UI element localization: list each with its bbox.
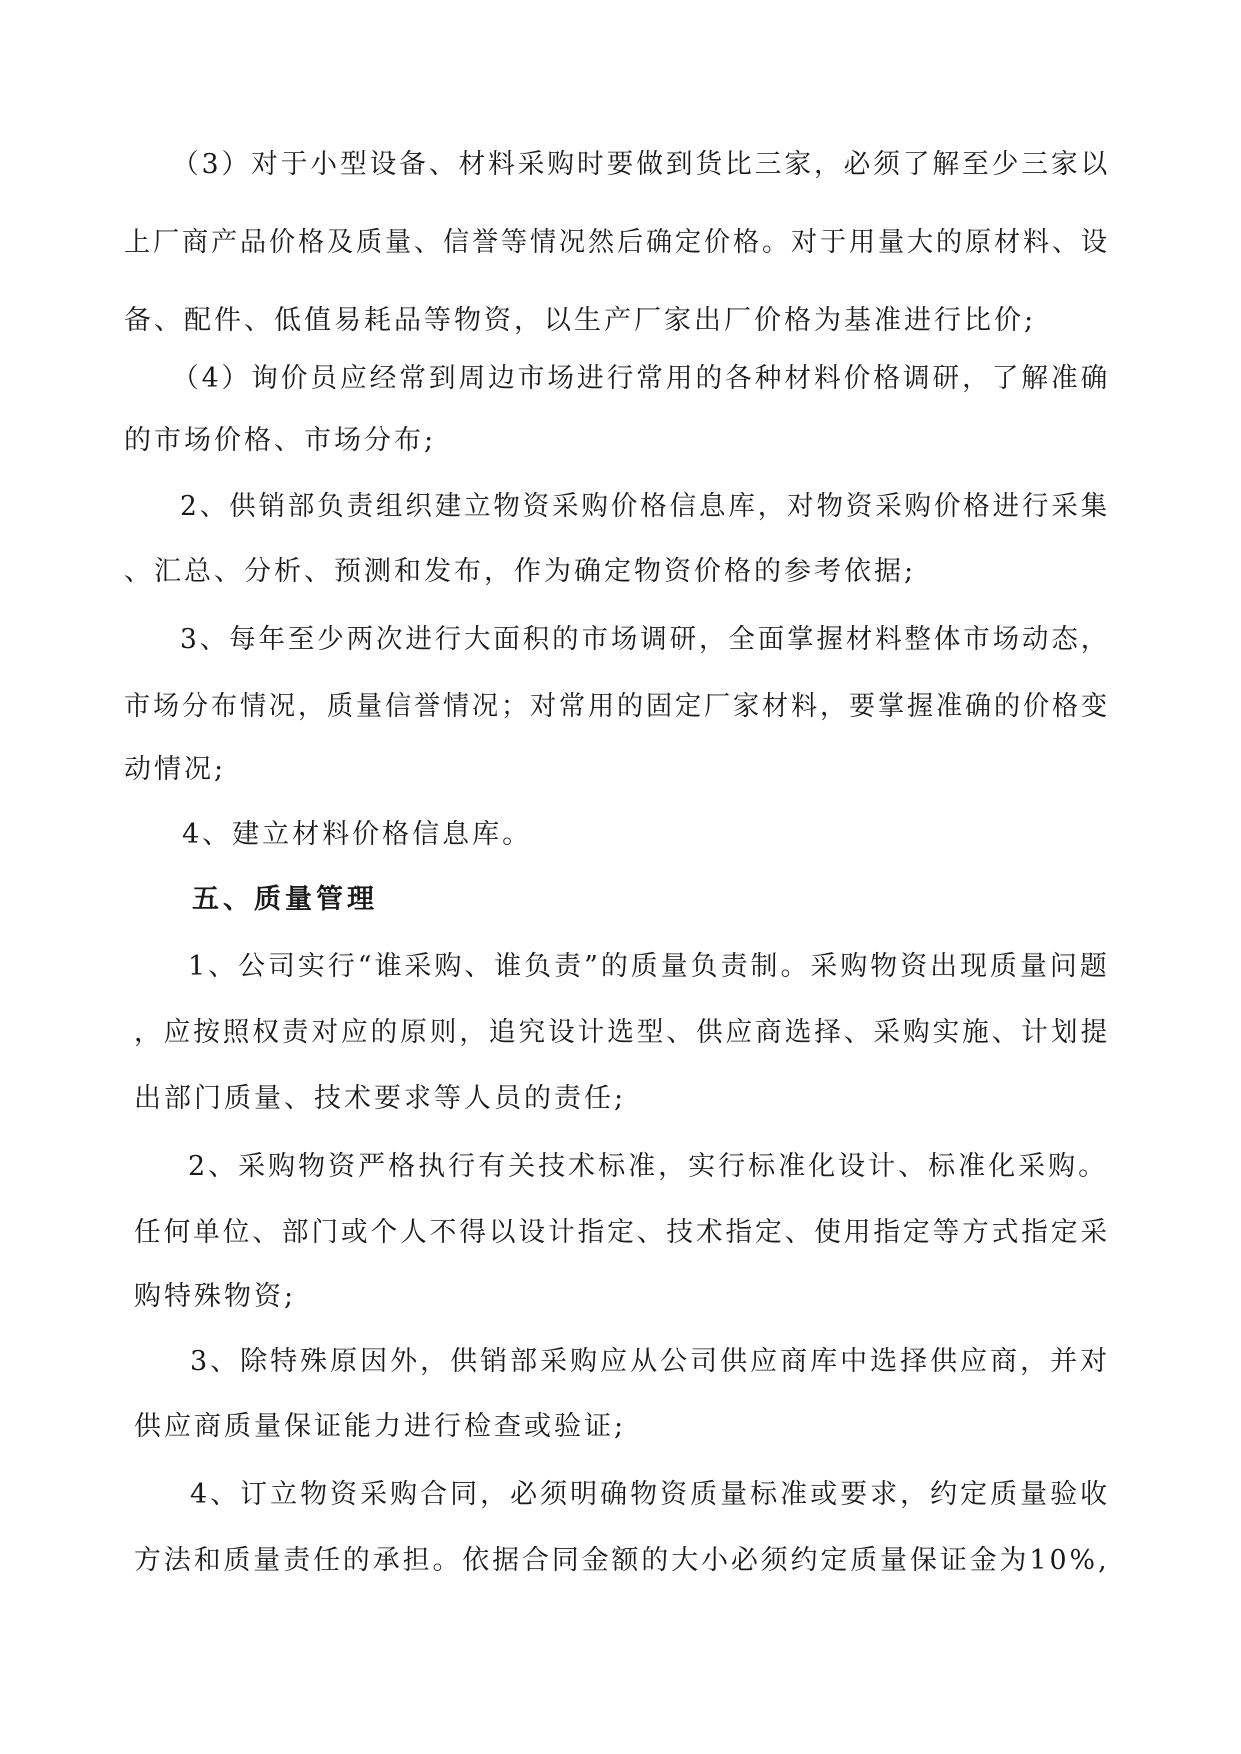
text-line: ，应按照权责对应的原则，追究设计选型、供应商选择、采购实施、计划提 [134,1017,1111,1048]
text-line: 动情况; [124,754,227,785]
text-line: 方法和质量责任的承担。依据合同金额的大小必须约定质量保证金为10%, [134,1545,1110,1576]
text-line: 4、建立材料价格信息库。 [182,819,533,850]
text-line: 的市场价格、市场分布; [124,425,437,456]
text-line: 任何单位、部门或个人不得以设计指定、技术指定、使用指定等方式指定采 [134,1217,1111,1248]
text-line: 上厂商产品价格及质量、信誉等情况然后确定价格。对于用量大的原材料、设 [124,227,1111,258]
text-line: 4、订立物资采购合同，必须明确物资质量标准或要求，约定质量验收 [190,1479,1111,1510]
text-line: （4）询价员应经常到周边市场进行常用的各种材料价格调研，了解准确 [172,363,1111,394]
text-line: 、汇总、分析、预测和发布，作为确定物资价格的参考依据; [124,556,917,587]
text-line: 出部门质量、技术要求等人员的责任; [134,1083,627,1114]
text-line: 1、公司实行“谁采购、谁负责”的质量负责制。采购物资出现质量问题 [188,951,1110,982]
text-line: 购特殊物资; [134,1281,297,1312]
text-line: （3）对于小型设备、材料采购时要做到货比三家，必须了解至少三家以 [172,149,1111,180]
text-line: 供应商质量保证能力进行检查或验证; [134,1411,627,1442]
text-line: 3、除特殊原因外，供销部采购应从公司供应商库中选择供应商，并对 [190,1346,1111,1377]
text-line: 3、每年至少两次进行大面积的市场调研，全面掌握材料整体市场动态， [180,624,1111,655]
text-line: 2、采购物资严格执行有关技术标准，实行标准化设计、标准化采购。 [188,1151,1109,1182]
text-line: 2、供销部负责组织建立物资采购价格信息库，对物资采购价格进行采集 [180,491,1111,522]
section-heading: 五、质量管理 [192,884,378,915]
text-line: 市场分布情况，质量信誉情况；对常用的固定厂家材料，要掌握准确的价格变 [124,691,1111,722]
text-line: 备、配件、低值易耗品等物资，以生产厂家出厂价格为基准进行比价; [124,305,1037,336]
